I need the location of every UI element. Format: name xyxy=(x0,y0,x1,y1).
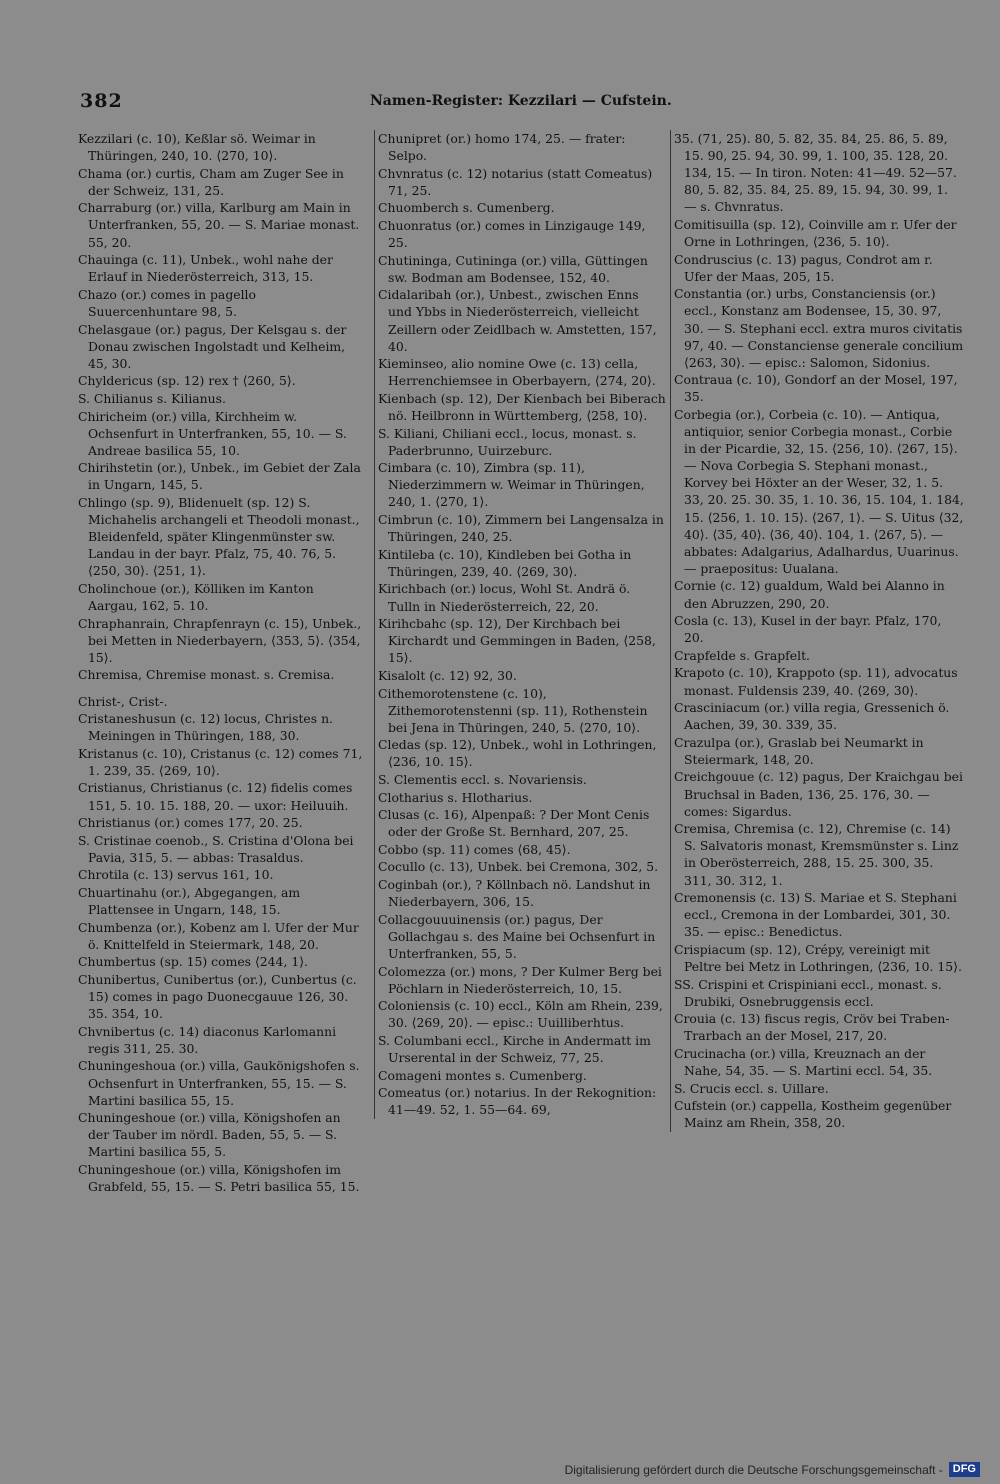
index-entry: Chunibertus, Cunibertus (or.), Cunbertus (c. 15) comes in pago Duonecgauue 126, 30. 35. 354, 10. xyxy=(78,972,357,1022)
index-entry: Chama (or.) curtis, Cham am Zuger See in der Schweiz, 131, 25. xyxy=(78,165,344,198)
index-entry: Chiricheim (or.) villa, Kirchheim w. Ochsenfurt in Unterfranken, 55, 10. — S. Andreae basilica 55, 10. xyxy=(78,408,347,458)
index-entry: Chumbenza (or.), Kobenz am l. Ufer der Mur ö. Knittelfeld in Steiermark, 148, 20. xyxy=(78,919,359,952)
index-entry: Cholinchoue (or.), Kölliken im Kanton Aargau, 162, 5. 10. xyxy=(78,580,314,614)
index-entry: Kintileba (c. 10), Kindleben bei Gotha in Thüringen, 239, 40. ⟨269, 30⟩. xyxy=(378,546,632,579)
index-entry: Cocullo (c. 13), Unbek. bei Cremona, 302, 5. xyxy=(378,859,659,875)
page-number: 382 xyxy=(80,90,123,112)
index-entry: Chraphanrain, Chrapfenrayn (c. 15), Unbek., bei Metten in Niederbayern, ⟨353, 5⟩. ⟨354, 15⟩. xyxy=(78,615,362,665)
dfg-logo: DFG xyxy=(949,1462,980,1477)
index-entry: S. Columbani eccl., Kirche in Andermatt im Urserental in der Schweiz, 77, 25. xyxy=(378,1032,651,1065)
footer-text: Digitalisierung gefördert durch die Deutsche Forschungsgemeinschaft - xyxy=(564,1462,943,1477)
index-entry: Crouia (c. 13) fiscus regis, Cröv bei Traben-Trarbach an der Mosel, 217, 20. xyxy=(674,1011,950,1044)
index-entry: Chutininga, Cutininga (or.) villa, Güttingen sw. Bodman am Bodensee, 152, 40. xyxy=(378,252,648,285)
index-entry: Cobbo (sp. 11) comes ⟨68, 45⟩. xyxy=(378,841,571,857)
index-entry: Cristianus, Christianus (c. 12) fidelis comes 151, 5. 10. 15. 188, 20. — uxor: Heiluuih. xyxy=(78,780,353,813)
index-entry: Chuomberch s. Cumenberg. xyxy=(378,200,555,216)
running-title: Namen-Register: Kezzilari — Cufstein. xyxy=(370,93,672,109)
index-entry: Chauinga (c. 11), Unbek., wohl nahe der Erlauf in Niederösterreich, 313, 15. xyxy=(78,252,333,285)
index-entry: Kienbach (sp. 12), Der Kienbach bei Biberach nö. Heilbronn in Württemberg, ⟨258, 10⟩. xyxy=(378,390,666,423)
index-entry: Cornie (c. 12) gualdum, Wald bei Alanno in den Abruzzen, 290, 20. xyxy=(674,578,945,611)
index-entry: Cristaneshusun (c. 12) locus, Christes n. Meiningen in Thüringen, 188, 30. xyxy=(78,711,333,744)
index-entry: Colomezza (or.) mons, ? Der Kulmer Berg bei Pöchlarn in Niederösterreich, 10, 15. xyxy=(378,963,662,996)
index-entry: Chirihstetin (or.), Unbek., im Gebiet der Zala in Ungarn, 145, 5. xyxy=(78,460,361,493)
footer xyxy=(565,1462,980,1477)
index-entry: Corbegia (or.), Corbeia (c. 10). — Antiqua, antiquior, senior Corbegia monast., Corbie in der Picardie, 32, 15. ⟨256, 10⟩. ⟨267, 15⟩. — Nova Corbegia S. Stephani monast., Korvey bei Höxter an der Weser, 32, 1. 5. 33, 20. 25. 30. 35, 1. 10. 36, 15. 104, 1. 184, 15. ⟨256, 1. 10. 15⟩. ⟨267, 1⟩. — S. Uitus ⟨32, 40⟩. ⟨35, 40⟩. ⟨36, 40⟩. 104, 1. ⟨267, 5⟩. — abbates: Adalgarius, Adalhardus, Uuarinus. — praepositus: Uualana. xyxy=(674,407,964,576)
index-entry: 35. (71, 25). 80, 5. 82, 35. 84, 25. 86, 5. 89, 15. 90, 25. 94, 30. 99, 1. 100, 35. 128, 20. 134, 15. — In tiron. Noten: 41—49. 52—57. 80, 5. 82, 35. 84, 25. 89, 15. 94, 30. 99, 1. — s. Chvnratus. xyxy=(674,131,957,215)
index-entry: Creichgouue (c. 12) pagus, Der Kraichgau bei Bruchsal in Baden, 136, 25. 176, 30. — comes: Sigardus. xyxy=(674,769,963,819)
index-entry: Coginbah (or.), ? Köllnbach nö. Landshut in Niederbayern, 306, 15. xyxy=(378,877,651,910)
index-entry: Chuningeshoue (or.) villa, Königshofen im Grabfeld, 55, 15. — S. Petri basilica 55, 15. xyxy=(78,1162,360,1195)
index-entry: Kezzilari (c. 10), Keßlar sö. Weimar in Thüringen, 240, 10. ⟨270, 10⟩. xyxy=(78,131,316,164)
index-entry: Cimbara (c. 10), Zimbra (sp. 11), Niederzimmern w. Weimar in Thüringen, 240, 1. ⟨270, 1⟩. xyxy=(378,460,645,510)
index-entry: Charraburg (or.) villa, Karlburg am Main in Unterfranken, 55, 20. — S. Mariae monast. 55, 20. xyxy=(78,200,360,250)
index-entry: Chelasgaue (or.) pagus, Der Kelsgau s. der Donau zwischen Ingolstadt und Kelheim, 45, 30. xyxy=(78,321,347,371)
index-entry: Crapfelde s. Grapfelt. xyxy=(674,647,810,663)
index-entry: Comeatus (or.) notarius. In der Rekognition: 41—49. 52, 1. 55—64. 69, xyxy=(378,1085,657,1118)
index-entry: Cledas (sp. 12), Unbek., wohl in Lothringen, ⟨236, 10. 15⟩. xyxy=(378,737,657,770)
index-entry: Chazo (or.) comes in pagello Suuercenhuntare 98, 5. xyxy=(78,286,256,319)
index-entry: Crazulpa (or.), Graslab bei Neumarkt in Steiermark, 148, 20. xyxy=(674,734,924,767)
index-entry: Crasciniacum (or.) villa regia, Gressenich ö. Aachen, 39, 30. 339, 35. xyxy=(674,700,950,733)
index-entry: S. Kiliani, Chiliani eccl., locus, monast. s. Paderbrunno, Uuirzeburc. xyxy=(378,425,637,458)
index-entry: Kisalolt (c. 12) 92, 30. xyxy=(378,667,517,683)
index-entry: Collacgouuuinensis (or.) pagus, Der Gollachgau s. des Maine bei Ochsenfurt in Unterfranken, 55, 5. xyxy=(378,911,656,961)
index-entry: S. Cristinae coenob., S. Cristina d'Olona bei Pavia, 315, 5. — abbas: Trasaldus. xyxy=(78,832,354,865)
index-entry: Kirichbach (or.) locus, Wohl St. Andrä ö. Tulln in Niederösterreich, 22, 20. xyxy=(378,581,631,614)
index-entry: S. Chilianus s. Kilianus. xyxy=(78,390,226,406)
index-entry: Cufstein (or.) cappella, Kostheim gegenüber Mainz am Rhein, 358, 20. xyxy=(674,1098,952,1131)
index-entry: Chvnibertus (c. 14) diaconus Karlomanni regis 311, 25. 30. xyxy=(78,1023,337,1056)
index-entry: Chuningeshoua (or.) villa, Gaukönigshofen s. Ochsenfurt in Unterfranken, 55, 15. — S. Martini basilica 55, 15. xyxy=(78,1058,360,1108)
index-entry: Chunipret (or.) homo 174, 25. — frater: Selpo. xyxy=(378,131,626,164)
index-entry: Cimbrun (c. 10), Zimmern bei Langensalza in Thüringen, 240, 25. xyxy=(378,512,664,545)
index-entry: Kieminseo, alio nomine Owe (c. 13) cella, Herrenchiemsee in Oberbayern, ⟨274, 20⟩. xyxy=(378,356,656,389)
index-entry: Christ-, Crist-. xyxy=(78,693,168,709)
index-entry: Comitisuilla (sp. 12), Coinville am r. Ufer der Orne in Lothringen, ⟨236, 5. 10⟩. xyxy=(674,216,957,250)
index-entry: Cremisa, Chremisa (c. 12), Chremise (c. 14) S. Salvatoris monast, Kremsmünster s. Linz in Oberösterreich, 288, 15. 25. 300, 35. 311, 30. 312, 1. xyxy=(674,821,959,888)
index-entry: Crucinacha (or.) villa, Kreuznach an der Nahe, 54, 35. — S. Martini eccl. 54, 35. xyxy=(674,1045,933,1079)
index-entry: Cremonensis (c. 13) S. Mariae et S. Stephani eccl., Cremona in der Lombardei, 301, 30. 35. — episc.: Benedictus. xyxy=(674,890,957,940)
index-entry: Chlingo (sp. 9), Blidenuelt (sp. 12) S. Michahelis archangeli et Theodoli monast., Bleidenfeld, später Klingenmünster sw. Landau in der bayr. Pfalz, 75, 40. 76, 5. ⟨250, 30⟩. ⟨251, 1⟩. xyxy=(78,494,360,579)
index-entry: S. Crucis eccl. s. Uillare. xyxy=(674,1080,829,1096)
index-entry: Cithemorotenstene (c. 10), Zithemorotenstenni (sp. 11), Rothenstein bei Jena in Thüringen, 240, 5. ⟨270, 10⟩. xyxy=(378,685,648,735)
index-entry: Chuartinahu (or.), Abgegangen, am Plattensee in Ungarn, 148, 15. xyxy=(78,885,301,918)
index-entry: Krapoto (c. 10), Krappoto (sp. 11), advocatus monast. Fuldensis 239, 40. ⟨269, 30⟩. xyxy=(674,665,958,698)
index-entry: Chvnratus (c. 12) notarius (statt Comeatus) 71, 25. xyxy=(378,165,653,198)
index-entry: Constantia (or.) urbs, Constanciensis (or.) eccl., Konstanz am Bodensee, 15, 30. 97, 30. — S. Stephani eccl. extra muros civitatis 97, 40. — Constanciense generale concilium ⟨263, 30⟩. — episc.: Salomon, Sidonius. xyxy=(674,286,964,370)
index-entry: Condruscius (c. 13) pagus, Condrot am r. Ufer der Maas, 205, 15. xyxy=(674,251,933,284)
index-entry: Clusas (c. 16), Alpenpaß: ? Der Mont Cenis oder der Große St. Bernhard, 207, 25. xyxy=(378,807,650,840)
index-entry: Clotharius s. Hlotharius. xyxy=(378,789,533,805)
index-entry: Crispiacum (sp. 12), Crépy, vereinigt mit Peltre bei Metz in Lothringen, ⟨236, 10. 15⟩. xyxy=(674,941,962,974)
index-entry: Cosla (c. 13), Kusel in der bayr. Pfalz, 170, 20. xyxy=(674,613,942,646)
index-entry: Chyldericus (sp. 12) rex † ⟨260, 5⟩. xyxy=(78,373,296,389)
index-entry: Christianus (or.) comes 177, 20. 25. xyxy=(78,815,303,831)
index-entry: Chuonratus (or.) comes in Linzigauge 149, 25. xyxy=(378,217,646,251)
index-entry: Coloniensis (c. 10) eccl., Köln am Rhein, 239, 30. ⟨269, 20⟩. — episc.: Uuilliberhtus. xyxy=(378,998,663,1031)
index-entry: Chuningeshoue (or.) villa, Königshofen an der Tauber im nördl. Baden, 55, 5. — S. Martini basilica 55, 5. xyxy=(78,1110,341,1160)
index-entry: Cidalaribah (or.), Unbest., zwischen Enns und Ybbs in Niederösterreich, vielleicht Zeillern oder Zeidlbach w. Amstetten, 157, 40. xyxy=(378,287,657,354)
index-column-1 xyxy=(78,130,364,1196)
index-column-2 xyxy=(374,130,666,1119)
index-entry: Kristanus (c. 10), Cristanus (c. 12) comes 71, 1. 239, 35. ⟨269, 10⟩. xyxy=(78,745,363,778)
index-entry: Comageni montes s. Cumenberg. xyxy=(378,1067,587,1083)
index-entry: Contraua (c. 10), Gondorf an der Mosel, 197, 35. xyxy=(674,372,958,405)
index-entry: SS. Crispini et Crispiniani eccl., monast. s. Drubiki, Osnebruggensis eccl. xyxy=(674,976,942,1009)
index-column-3 xyxy=(670,130,964,1132)
index-entry: Kirihcbahc (sp. 12), Der Kirchbach bei Kirchardt und Gemmingen in Baden, ⟨258, 15⟩. xyxy=(378,616,656,666)
index-entry: S. Clementis eccl. s. Novariensis. xyxy=(378,771,587,787)
index-entry: Chrotila (c. 13) servus 161, 10. xyxy=(78,867,274,883)
index-entry: Chremisa, Chremise monast. s. Cremisa. xyxy=(78,667,335,683)
index-entry: Chumbertus (sp. 15) comes ⟨244, 1⟩. xyxy=(78,954,308,970)
